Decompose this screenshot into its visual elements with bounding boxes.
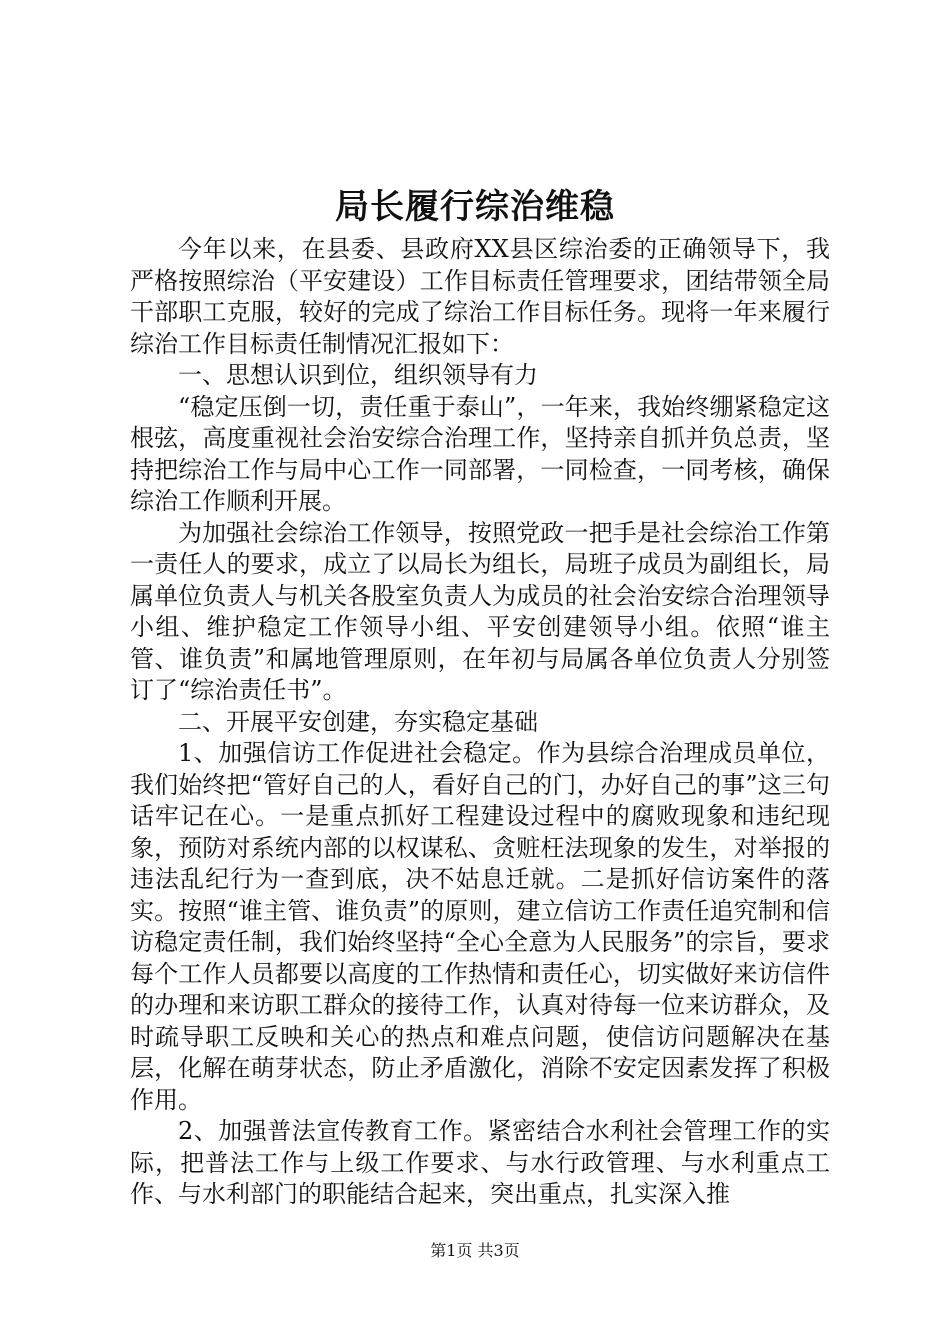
paragraph-stability: “稳定压倒一切，责任重于泰山”，一年来，我始终绷紧稳定这根弦，高度重视社会治安综合治理工作，坚持亲自抓并负总责，坚持把综治工作与局中心工作一同部署，一同检查，一同考核，确保综治工作顺利开展。 [130,392,830,515]
section-heading-1: 一、思想认识到位，组织领导有力 [178,361,538,389]
page-footer: 第1页 共3页 [430,1241,520,1260]
paragraph-petition: 1、加强信访工作促进社会稳定。作为县综合治理成员单位，我们始终把“管好自己的人，看好自己的门，办好自己的事”这三句话牢记在心。一是重点抓好工程建设过程中的腐败现象和违纪现象，预防对系统内部的以权谋私、贪赃枉法现象的发生，对举报的违法乱纪行为一查到底，决不姑息迁就。二是抓好信访案件的落实。按照“谁主管、谁负责”的原则，建立信访工作责任追究制和信访稳定责任制，我们始终坚持“全心全意为人民服务”的宗旨，要求每个工作人员都要以高度的工作热情和责任心，切实做好来访信件的办理和来访职工群众的接待工作，认真对待每一位来访群众，及时疏导职工反映和关心的热点和难点问题，使信访问题解决在基层，化解在萌芽状态，防止矛盾激化，消除不安定因素发挥了积极作用。 [130,739,830,1114]
section-heading-2: 二、开展平安创建，夯实稳定基础 [178,707,538,736]
paragraph-intro: 今年以来，在县委、县政府XX县区综治委的正确领导下，我严格按照综治（平安建设）工作目标责任管理要求，团结带领全局干部职工克服，较好的完成了综治工作目标任务。现将一年来履行综治工作目标责任制情况汇报如下： [130,235,830,358]
paragraph-leadership: 为加强社会综治工作领导，按照党政一把手是社会综治工作第一责任人的要求，成立了以局长为组长，局班子成员为副组长，局属单位负责人与机关各股室负责人为成员的社会治安综合治理领导小组、维护稳定工作领导小组、平安创建领导小组。依照“谁主管、谁负责”和属地管理原则，在年初与局属各单位负责人分别签订了“综治责任书”。 [130,518,830,704]
document-body [130,234,830,1211]
paragraph-legal-education: 2、加强普法宣传教育工作。紧密结合水利社会管理工作的实际，把普法工作与上级工作要求、与水行政管理、与水利重点工作、与水利部门的职能结合起来，突出重点，扎实深入推 [130,1117,830,1208]
document-title: 局长履行综治维稳 [335,187,615,227]
